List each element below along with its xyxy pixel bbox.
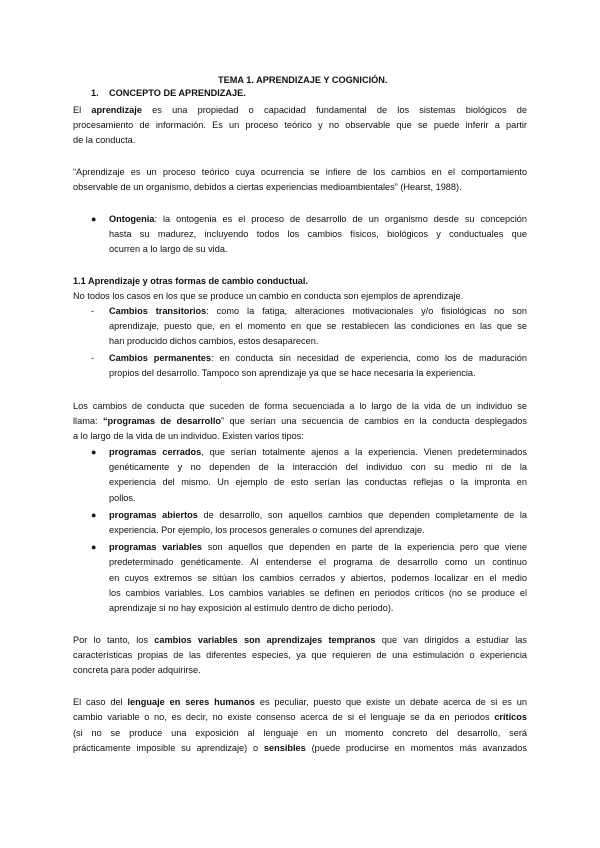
ontogenia-line-2: hasta su madurez, incluyendo todos los cambios físicos, biológicos y conductuales que: [109, 229, 527, 239]
quote-line-1: “Aprendizaje es un proceso teórico cuya ocurrencia se infiere de los cambios en el comportamiento: [73, 167, 527, 177]
document-title: TEMA 1. APRENDIZAJE Y COGNICIÓN.: [218, 75, 388, 85]
conclusion-line-3: concreta para poder adquirirse.: [73, 665, 201, 675]
conclusion-line-2: características propias de las diferentes especies, ya que requieren de una estimulación o experiencia: [73, 650, 527, 660]
ontogenia-line-1: Ontogenia: la ontogenia es el proceso de desarrollo de un organismo desde su concepción: [109, 214, 527, 224]
intro-line-1: El aprendizaje es una propiedad o capacidad fundamental de los sistemas biológicos de: [73, 105, 527, 115]
bullet-icon: ●: [91, 510, 97, 520]
quote-line-2: observable de un organismo, debidos a ciertas experiencias medioambientales” (Hearst, 1988).: [73, 182, 462, 192]
permanentes-line-1: Cambios permanentes: en conducta sin necesidad de experiencia, como los de maduración: [109, 353, 527, 363]
transitorios-line-1: Cambios transitorios: como la fatiga, alteraciones motivacionales y/o fisiológicas no son: [109, 306, 527, 316]
cerrados-line-1: programas cerrados, que serían totalmente ajenos a la experiencia. Vienen predeterminados: [109, 447, 527, 457]
abiertos-line-1: programas abiertos de desarrollo, son aquellos cambios que dependen completamente de la: [109, 510, 528, 520]
cerrados-line-2: genéticamente y no dependen de la interacción del individuo con su medio ni de la: [109, 462, 527, 472]
variables-line-4: los cambios variables. Los cambios variables se definen en periodos críticos (no se produce el: [109, 588, 527, 598]
language-line-1: El caso del lenguaje en seres humanos es peculiar, puesto que existe un debate acerca de si es un: [73, 697, 527, 707]
variables-line-1: programas variables son aquellos que dependen en parte de la experiencia pero que viene: [109, 542, 527, 552]
conclusion-line-1: Por lo tanto, los cambios variables son aprendizajes tempranos que van dirigidos a estudiar las: [73, 635, 528, 645]
ontogenia-line-3: ocurren a lo largo de su vida.: [109, 244, 228, 254]
section-1-heading: CONCEPTO DE APRENDIZAJE.: [109, 88, 246, 98]
intro-line-3: de la conducta.: [73, 135, 136, 145]
dash-icon: -: [91, 306, 95, 316]
cerrados-line-4: pollos.: [109, 493, 136, 503]
permanentes-line-2: propios del desarrollo. Tampoco son aprendizaje ya que se hace necesaria la experiencia.: [109, 368, 476, 378]
transitorios-line-2: aprendizaje, puesto que, en el momento en que se restablecen las condiciones en las que se: [109, 321, 527, 331]
section-1-number: 1.: [91, 88, 99, 98]
section-1-1-intro: No todos los casos en los que se produce un cambio en conducta son ejemplos de aprendizaje.: [73, 291, 464, 301]
language-line-2: cambio variable o no, es decir, no existe consenso acerca de si el lenguaje se da en periodos críticos: [73, 712, 527, 722]
cerrados-line-3: experiencia del mismo. Un ejemplo de esto serían las conductas reflejas o la impronta en: [109, 477, 527, 487]
variables-line-3: en cuyos extremos se sitúan los cambios cerrados y abiertos, podemos localizar en el medio: [109, 573, 527, 583]
abiertos-line-2: experiencia. Por ejemplo, los procesos generales o comunes del aprendizaje.: [109, 525, 425, 535]
transitorios-line-3: han producido dichos cambios, estos desaparecen.: [109, 336, 319, 346]
variables-line-5: aprendizaje si no hay exposición al estímulo dentro de dicho periodo).: [109, 603, 394, 613]
language-line-3: (si no se produce una exposición al lenguaje en un momento concreto del desarrollo, será: [73, 728, 527, 738]
bullet-icon: ●: [91, 542, 97, 552]
bullet-icon: ●: [91, 447, 97, 457]
language-line-4: prácticamente imposible su aprendizaje) o sensibles (puede producirse en momentos más avanzados: [73, 743, 527, 753]
section-1-1-heading: 1.1 Aprendizaje y otras formas de cambio conductual.: [73, 276, 309, 286]
ontogenia-bullet-icon: ●: [91, 214, 97, 224]
variables-line-2: predeterminado genéticamente. Al entenderse el programa de desarrollo como un continuo: [109, 557, 527, 567]
programs-line-1: Los cambios de conducta que suceden de forma secuenciada a lo largo de la vida de un individuo se: [73, 401, 527, 411]
programs-line-3: a lo largo de la vida de un individuo. Existen varios tipos:: [73, 431, 304, 441]
dash-icon: -: [91, 353, 95, 363]
programs-line-2: llama: “programas de desarrollo” que serían una secuencia de cambios en la conducta desplegados: [73, 416, 528, 426]
intro-line-2: procesamiento de información. Es un proceso teórico y no observable que se puede inferir a partir: [73, 120, 527, 130]
